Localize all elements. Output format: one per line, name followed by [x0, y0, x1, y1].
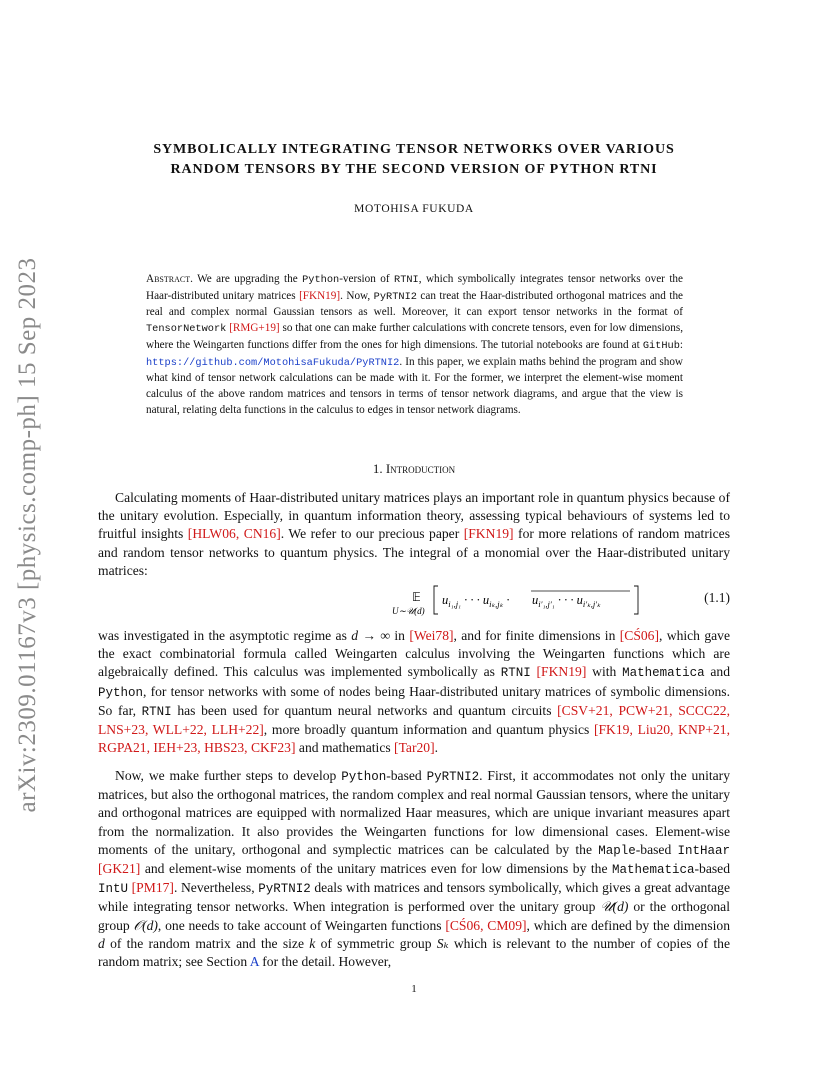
body-text: has been used for quantum neural networks and quantum circuits	[171, 702, 558, 718]
code-python: Python	[98, 685, 144, 700]
section-heading	[100, 461, 728, 477]
code-tensornetwork: TensorNetwork	[146, 323, 227, 336]
equation-expression	[390, 584, 650, 620]
code-pyrtni2: PyRTNI2	[258, 882, 311, 897]
code-rtni: RTNI	[394, 274, 419, 286]
code-python: Python	[341, 770, 387, 784]
body-text: , which gave the exact combinatorial formula called Weingarten calculus involving the Weingarten functions which are algebraically defined. This calculus was implemented symbolically as	[98, 628, 730, 680]
body-text: . We refer to our precious paper	[280, 526, 464, 542]
code-maple: Maple	[598, 843, 636, 858]
paragraph-2	[98, 627, 730, 757]
github-url-link[interactable]: https://github.com/MotohisaFukuda/PyRTNI2	[146, 356, 400, 369]
abstract-text: can treat the Haar-distributed orthogonal matrices and the real and complex normal Gaussian tensors as well. Moreover, it can export tensor networks in the format of	[146, 289, 683, 319]
body-text: or the orthogonal group	[98, 899, 730, 933]
citation-link[interactable]: [GK21]	[98, 861, 141, 877]
math-inline: d → ∞	[351, 628, 391, 643]
math-inline: d	[98, 935, 105, 951]
title-line-2: RANDOM TENSORS BY THE SECOND VERSION OF PYTHON RTNI	[170, 162, 658, 177]
body-text: .	[434, 740, 439, 756]
abstract	[146, 272, 683, 418]
abstract-text: , which symbolically integrates tensor networks over the Haar-distributed unitary matrices	[146, 273, 683, 302]
body-text: for the detail. However,	[258, 954, 392, 970]
paper-title	[100, 140, 728, 180]
citation-link[interactable]: [HLW06, CN16]	[187, 526, 281, 542]
section-number: 1.	[372, 461, 383, 476]
citation-link[interactable]: [CŚ06]	[619, 628, 659, 643]
body-text: and element-wise moments of the unitary matrices even for low dimensions by the	[140, 861, 612, 877]
body-text: and	[704, 664, 730, 680]
math-inline: 𝒰(d)	[600, 899, 629, 915]
code-mathematica: Mathematica	[612, 863, 695, 878]
math-inline: k	[309, 935, 316, 951]
citation-link[interactable]: [PM17]	[131, 880, 174, 896]
abstract-label: Abstract.	[146, 273, 193, 285]
code-pyrtni2: PyRTNI2	[426, 770, 480, 784]
citation-link[interactable]: [CSV+21, PCW+21, SCCC22, LNS+23, WLL+22, LLH+22]	[98, 702, 730, 738]
body-text: , and for finite dimensions in	[453, 628, 620, 643]
citation-link[interactable]: [Wei78]	[409, 628, 454, 643]
body-text: and mathematics	[295, 740, 395, 756]
body-text: , one needs to take account of Weingarten functions	[157, 917, 446, 933]
body-text: deals with matrices and tensors symbolically, which gives a great advantage while integrating tensor networks. When integration is performed over the unitary group	[98, 880, 730, 915]
code-python: Python	[302, 274, 340, 286]
abstract-text: We are upgrading the	[192, 273, 303, 285]
section-title: Introduction	[385, 461, 456, 476]
math-inline: Sₖ	[436, 935, 449, 951]
math-inline: 𝒪(d)	[133, 917, 158, 933]
arxiv-identifier: arXiv:2309.01167v3 [physics.comp-ph] 15 Sep 2023	[14, 257, 41, 813]
code-rtni: RTNI	[500, 666, 531, 681]
citation-link[interactable]: [CŚ06, CM09]	[445, 917, 527, 933]
body-text: . First, it accommodates not only the unitary matrices, but also the orthogonal matrices, the random complex and real normal Gaussian tensors, where the unitary and orthogonal matrices are equipped with normalized Haar measures, which are unique invariant measures apart from the normalization. It also provides the Weingarten functions for low dimensional cases. Element-wise moments of the unitary, orthogonal and symplectic matrices can be calculated by the	[98, 768, 730, 857]
body-text: which is relevant to the number of copies of the random matrix; see Section	[98, 935, 730, 970]
paragraph-3	[98, 767, 730, 971]
body-text: . Nevertheless,	[173, 880, 259, 896]
title-line-1: SYMBOLICALLY INTEGRATING TENSOR NETWORKS OVER VARIOUS	[153, 142, 675, 157]
body-text: -based	[694, 861, 730, 877]
body-text: for more relations of random matrices and random tensor networks to quantum physics. The integral of a monomial over the Haar-distributed unitary matrices:	[98, 526, 730, 578]
body-text: , which are defined by the dimension	[526, 917, 730, 933]
body-text: of the random matrix and the size	[104, 935, 310, 951]
abstract-text: :	[679, 338, 683, 351]
code-intHaar: IntHaar	[677, 843, 730, 858]
page-number: 1	[411, 983, 417, 995]
body-text: was investigated in the asymptotic regime as	[98, 628, 352, 643]
citation-link[interactable]: [RMG+19]	[229, 322, 280, 335]
svg-text:ui′₁,j′₁ · · · ui′ₖ,j′ₖ: $u_{i'_1,j'_1}$ · · · $u_{i'_k,j'_k}$	[532, 593, 601, 609]
body-text: , more broadly quantum information and quantum physics	[263, 722, 594, 738]
body-text: of symmetric group	[315, 935, 437, 951]
code-github: GitHub	[642, 339, 680, 352]
code-intu: IntU	[98, 882, 129, 897]
body-text: with	[586, 664, 623, 680]
abstract-text: so that one can make further calculations with concrete tensors, even for low dimensions, where the Weingarten functions differ from the ones for high dimensions. The tutorial notebooks are found at	[146, 322, 684, 351]
paragraph-1	[98, 489, 730, 580]
svg-text:ui₁,j₁ · · · uiₖ,jₖ ·: $u_{i_1,j_1}$ · · · $u_{i_k,j_k}$ ·	[442, 593, 510, 609]
author-name: MOTOHISA FUKUDA	[354, 203, 474, 215]
citation-link[interactable]: [Tar20]	[394, 740, 435, 756]
code-pyrtni2: PyRTNI2	[373, 290, 417, 303]
citation-link[interactable]: [FKN19]	[299, 289, 341, 302]
svg-text:𝔼: 𝔼	[412, 590, 421, 604]
body-text: Calculating moments of Haar-distributed unitary matrices plays an important role in quantum physics because of the unitary evolution. Especially, in quantum information theory, assessing typical behaviours of systems led to fruitful insights	[98, 490, 730, 542]
body-text: Now, we make further steps to develop	[115, 768, 342, 783]
body-text: -based	[635, 841, 678, 857]
citation-link[interactable]: [FKN19]	[463, 526, 514, 542]
citation-link[interactable]: [FKN19]	[536, 664, 587, 680]
equation-number: (1.1)	[704, 590, 730, 605]
abstract-text: . In this paper, we explain maths behind the program and show what kind of tensor network calculations can be made with it. For the former, we interpret the element-wise moment calculus of the above random matrices and tensors in terms of tensor network diagrams, and argue that the view is natural, relating delta functions in the calculus to edges in tensor network diagrams.	[146, 355, 683, 416]
body-text: in	[390, 628, 410, 643]
arxiv-sidebar	[8, 235, 48, 835]
svg-text:U∼𝒰(d): U∼𝒰(d)	[392, 606, 425, 616]
citation-link[interactable]: [FK19, Liu20, KNP+21, RGPA21, IEH+23, HBS23, CKF23]	[98, 722, 730, 756]
abstract-text: -version of	[339, 273, 395, 285]
code-mathematica: Mathematica	[622, 666, 705, 681]
abstract-text: . Now,	[340, 289, 374, 302]
equation-1-1	[100, 584, 730, 620]
body-text: , for tensor networks with some of nodes being Haar-distributed unitary matrices of symbolic dimensions. So far,	[98, 683, 730, 718]
section-link[interactable]: A	[249, 954, 259, 970]
code-rtni: RTNI	[141, 704, 172, 719]
body-text: -based	[386, 768, 427, 783]
